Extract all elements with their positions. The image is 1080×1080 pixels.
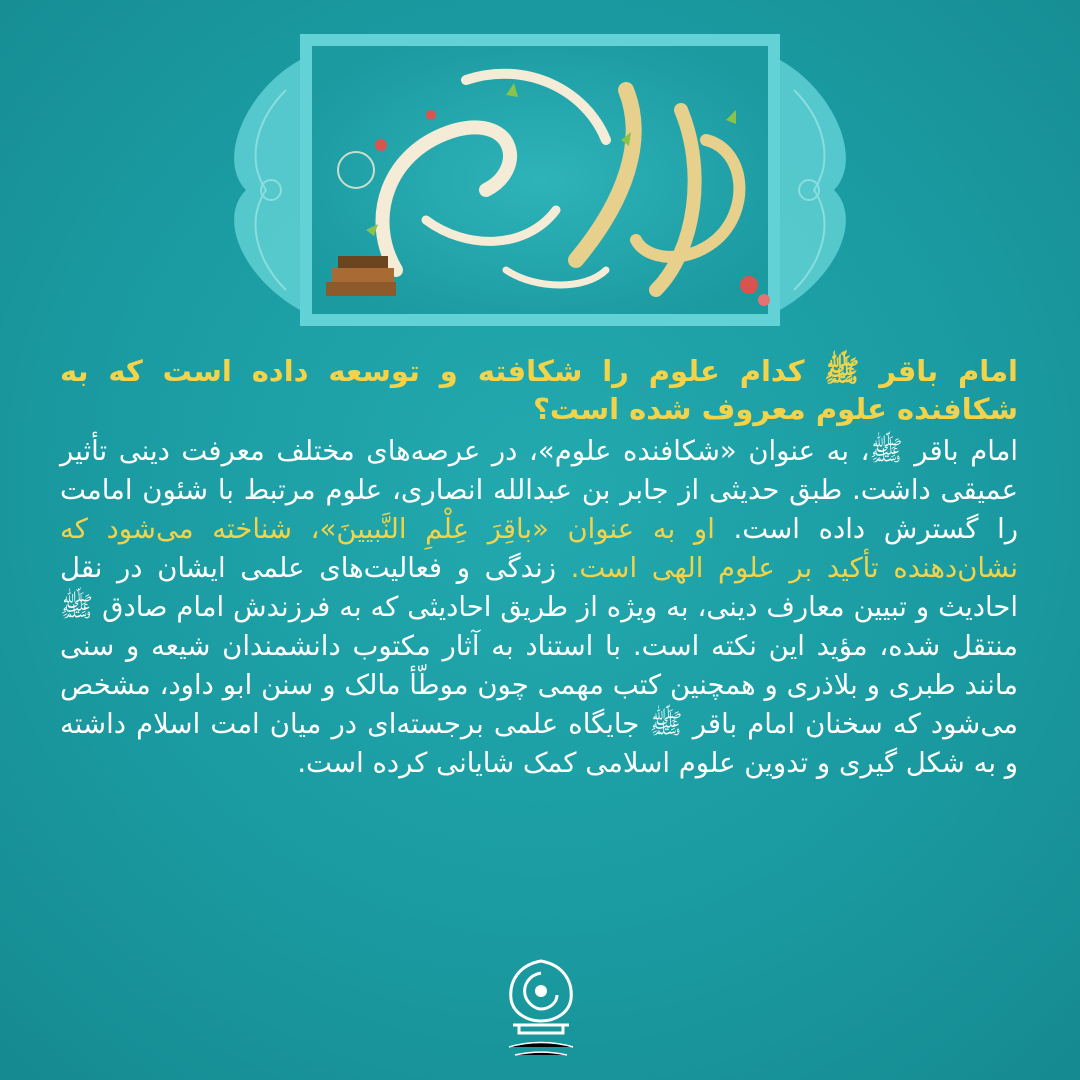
baqir-al-uloom-calligraphy-icon xyxy=(226,20,854,340)
answer-paragraph xyxy=(60,432,1018,783)
article xyxy=(60,352,1018,783)
footer-logo xyxy=(499,955,583,1065)
institute-emblem-icon xyxy=(499,955,583,1065)
question-heading: امام باقر ﷺ کدام علوم را شکافته و توسعه داده است که به شکافنده علوم معروف شده است؟ xyxy=(60,354,1018,426)
answer-highlight: او به عنوان «باقِرَ عِلْمِ النَّبیینَ»، شناخته می‌شود که نشان‌دهنده تأکید بر علوم الهی است. xyxy=(60,513,1018,584)
banner xyxy=(226,20,854,340)
answer-text-part-2: زندگی و فعالیت‌های علمی ایشان در نقل احادیث و تبیین معارف دینی، به ویژه از طریق احادیثی که به فرزندش امام صادق ﷺ منتقل شده، مؤید این نکته است. با استناد به آثار مکتوب دانشمندان شیعه و سنی مانند طبری و بلاذری و همچنین کتب مهمی چون موطّأ مالک و سنن ابو داود، مشخص می‌شود که سخنان امام باقر ﷺ جایگاه علمی برجسته‌ای در میان امت اسلام داشته و به شکل گیری و تدوین علوم اسلامی کمک شایانی کرده است. xyxy=(60,552,1018,779)
answer-text-part-1: امام باقر ﷺ، به عنوان «شکافنده علوم»، در عرصه‌های مختلف معرفت دینی تأثیر عمیقی داشت. طبق حدیثی از جابر بن عبدالله انصاری، علوم مرتبط با شئون امامت را گسترش داده است. xyxy=(60,435,1018,545)
